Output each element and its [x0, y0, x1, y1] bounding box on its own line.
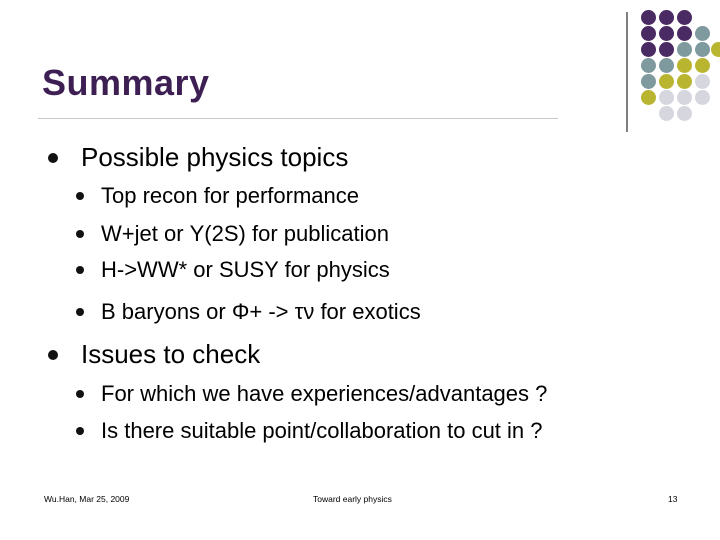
dot-icon	[677, 42, 692, 57]
dot-icon	[659, 10, 674, 25]
bullet-icon	[48, 153, 58, 163]
dot-icon	[659, 26, 674, 41]
dot-icon	[659, 106, 674, 121]
bullet-icon	[76, 192, 84, 200]
sub-bullet-text: Top recon for performance	[101, 183, 360, 208]
bullet-icon	[76, 308, 84, 316]
sub-bullet-item	[76, 221, 389, 247]
page-number: 13	[668, 494, 678, 504]
dot-icon	[677, 26, 692, 41]
footer-title: Toward early physics	[313, 494, 392, 504]
dot-icon	[659, 90, 674, 105]
bullet-item	[48, 339, 260, 370]
footer-author-date: Wu.Han, Mar 25, 2009	[44, 494, 130, 504]
decorative-dot-grid	[636, 8, 720, 118]
dot-icon	[659, 74, 674, 89]
sub-bullet-item	[76, 183, 359, 209]
sub-bullet-item	[76, 418, 543, 444]
dot-icon	[641, 26, 656, 41]
dot-icon	[659, 58, 674, 73]
dot-icon	[641, 42, 656, 57]
dot-icon	[711, 42, 720, 57]
bullet-icon	[48, 350, 58, 360]
slide-title: Summary	[42, 62, 210, 103]
bullet-icon	[76, 390, 84, 398]
sub-bullet-text: H->WW* or SUSY for physics	[101, 257, 390, 282]
dot-icon	[677, 106, 692, 121]
dot-icon	[641, 90, 656, 105]
dot-icon	[641, 58, 656, 73]
dot-icon	[695, 26, 710, 41]
title-divider	[38, 118, 558, 119]
sub-bullet-item	[76, 381, 547, 407]
dot-icon	[695, 90, 710, 105]
bullet-icon	[76, 266, 84, 274]
bullet-icon	[76, 230, 84, 238]
dot-icon	[659, 42, 674, 57]
dot-icon	[695, 74, 710, 89]
dot-icon	[677, 74, 692, 89]
dot-icon	[641, 10, 656, 25]
sub-bullet-item	[76, 299, 421, 325]
dot-icon	[695, 42, 710, 57]
dot-icon	[677, 90, 692, 105]
decorative-vertical-line	[626, 12, 628, 132]
bullet-text: Issues to check	[81, 339, 261, 369]
dot-icon	[677, 10, 692, 25]
sub-bullet-text: W+jet or Υ(2S) for publication	[101, 221, 389, 246]
sub-bullet-item	[76, 257, 390, 283]
dot-icon	[641, 74, 656, 89]
bullet-icon	[76, 427, 84, 435]
sub-bullet-text: Is there suitable point/collaboration to cut in ?	[101, 418, 543, 443]
bullet-item	[48, 142, 348, 173]
bullet-text: Possible physics topics	[81, 142, 349, 172]
sub-bullet-text: For which we have experiences/advantages ?	[101, 381, 548, 406]
dot-icon	[677, 58, 692, 73]
sub-bullet-text: B baryons or Φ+ -> τν for exotics	[101, 299, 421, 324]
dot-icon	[695, 58, 710, 73]
